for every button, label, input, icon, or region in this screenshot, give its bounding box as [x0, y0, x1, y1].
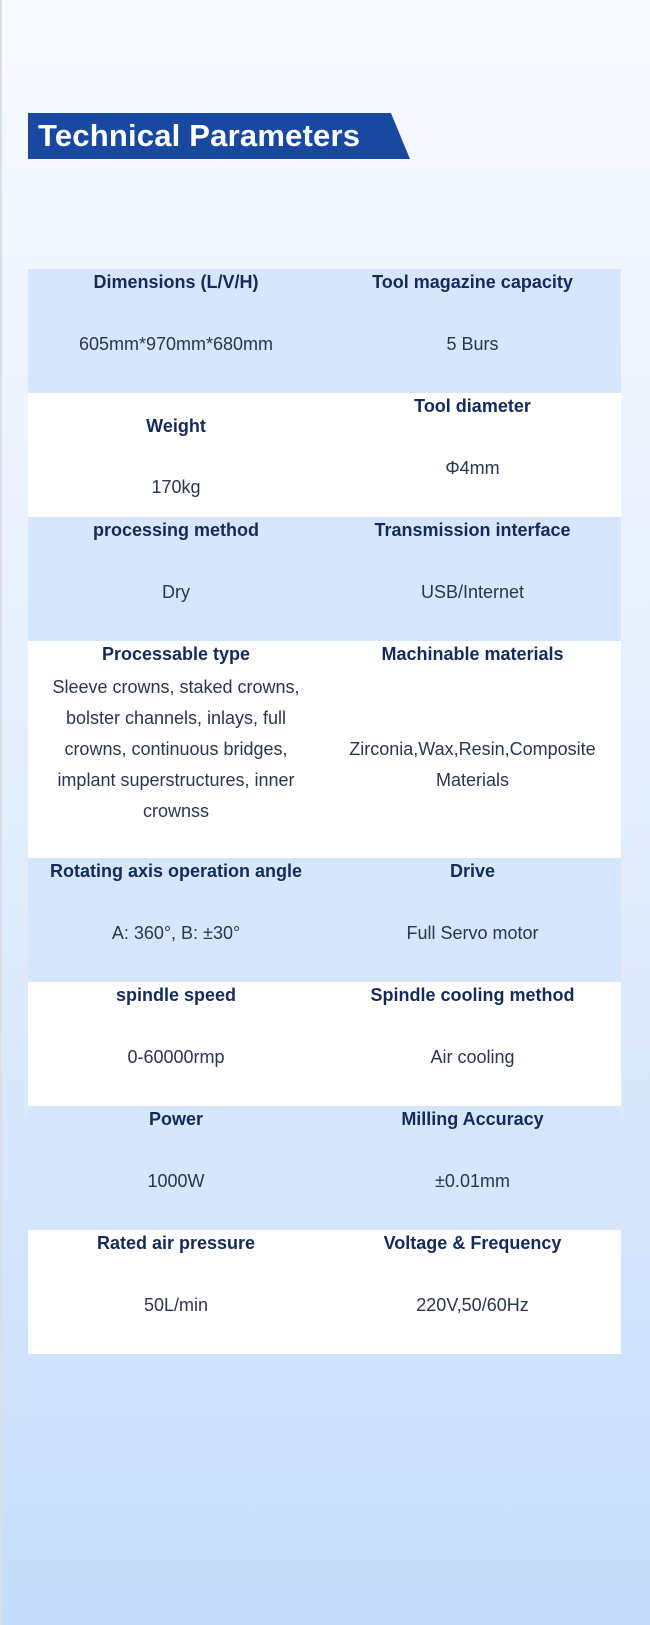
- parameters-table: [28, 269, 621, 1354]
- param-value: Full Servo motor: [406, 923, 539, 943]
- param-value: ±0.01mm: [435, 1171, 510, 1191]
- table-row: [28, 1230, 621, 1354]
- param-cell: [324, 641, 621, 858]
- param-value: Sleeve crowns, staked crowns, bolster channels, inlays, full crowns, continuous bridges, implant superstructures, inner crownss: [52, 677, 300, 821]
- param-label: Transmission interface: [374, 520, 571, 540]
- table-row: [28, 641, 621, 858]
- table-row: [28, 982, 621, 1106]
- table-row: [28, 858, 621, 982]
- param-value: Zirconia,Wax,Resin,Composite Materials: [349, 739, 596, 790]
- param-label: Drive: [449, 861, 496, 881]
- param-cell: [324, 1106, 621, 1230]
- param-label: Weight: [146, 416, 206, 436]
- param-cell: [324, 858, 621, 982]
- param-value: 605mm*970mm*680mm: [78, 334, 274, 354]
- table-row: [28, 1106, 621, 1230]
- param-value: 1000W: [147, 1171, 205, 1191]
- param-label: Milling Accuracy: [401, 1109, 544, 1129]
- param-cell: [324, 517, 621, 641]
- param-value: Air cooling: [430, 1047, 515, 1067]
- param-label: Rotating axis operation angle: [49, 861, 303, 881]
- param-label: Processable type: [101, 644, 251, 664]
- page-title: Technical Parameters: [38, 118, 361, 153]
- param-label: Tool diameter: [414, 396, 531, 416]
- param-value: 5 Burs: [446, 334, 499, 354]
- param-value: 170kg: [151, 477, 201, 497]
- param-cell: [28, 858, 324, 982]
- page-edge: [0, 0, 2, 1625]
- param-value: Φ4mm: [445, 458, 500, 478]
- table-row: [28, 393, 621, 517]
- param-value: 50L/min: [143, 1295, 209, 1315]
- param-label: Voltage & Frequency: [383, 1233, 562, 1253]
- param-value: A: 360°, B: ±30°: [111, 923, 241, 943]
- param-cell: [28, 517, 324, 641]
- param-cell: [324, 393, 621, 517]
- param-value: 0-60000rmp: [127, 1047, 225, 1067]
- param-label: processing method: [92, 520, 260, 540]
- param-cell: [28, 393, 324, 517]
- param-value: Dry: [162, 582, 190, 602]
- param-cell: [28, 982, 324, 1106]
- param-label: Spindle cooling method: [370, 985, 575, 1005]
- param-value: 220V,50/60Hz: [416, 1295, 529, 1315]
- param-cell: [324, 982, 621, 1106]
- param-cell: [28, 1106, 324, 1230]
- param-cell: [28, 641, 324, 858]
- param-label: Dimensions (L/V/H): [93, 272, 259, 292]
- param-label: Rated air pressure: [96, 1233, 256, 1253]
- param-cell: [28, 269, 324, 393]
- param-cell: [324, 269, 621, 393]
- param-label: spindle speed: [115, 985, 237, 1005]
- param-label: Tool magazine capacity: [372, 272, 573, 292]
- param-cell: [28, 1230, 324, 1354]
- param-cell: [324, 1230, 621, 1354]
- param-value: USB/Internet: [420, 582, 525, 602]
- param-label: Power: [148, 1109, 204, 1129]
- table-row: [28, 517, 621, 641]
- table-row: [28, 269, 621, 393]
- param-label: Machinable materials: [381, 644, 564, 664]
